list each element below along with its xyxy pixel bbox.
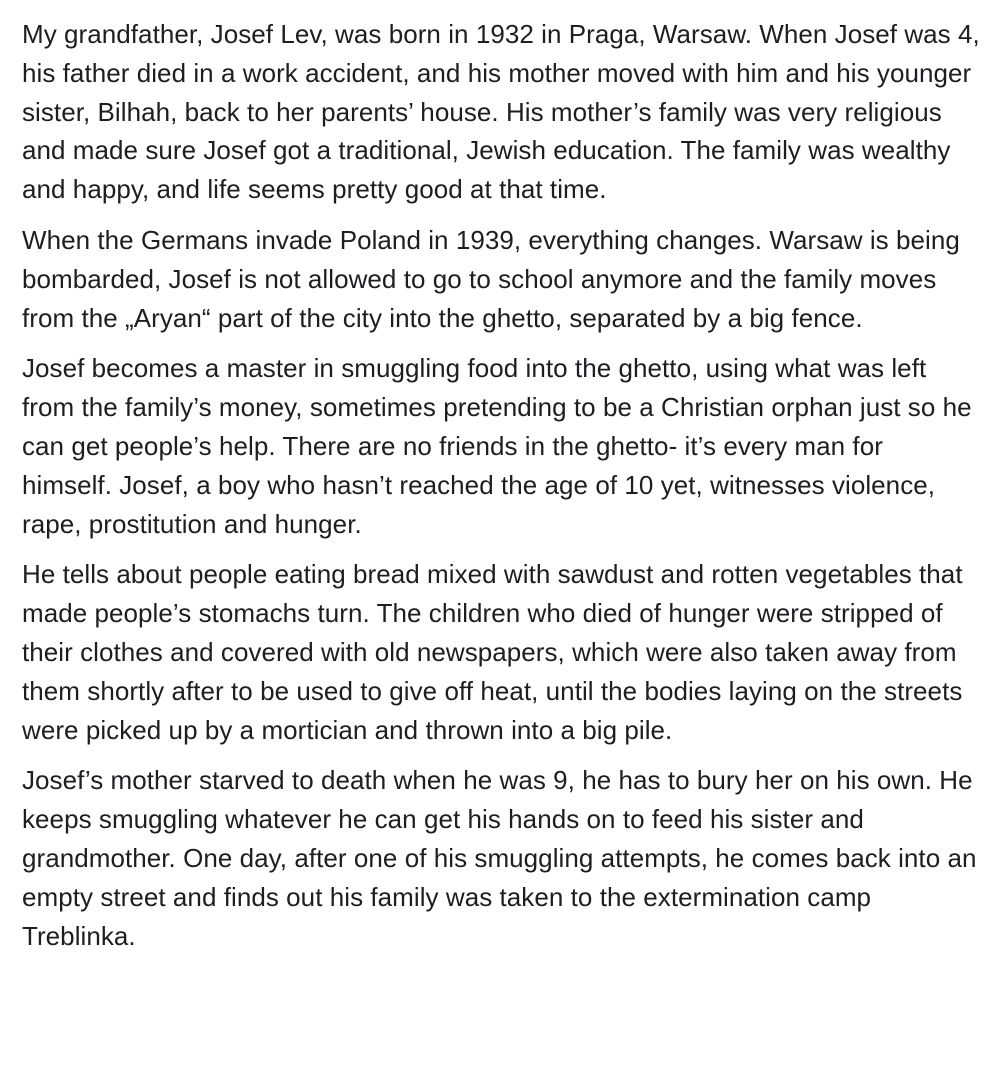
post-paragraph-2: When the Germans invade Poland in 1939, everything changes. Warsaw is being bombarded, Josef is not allowed to go to school anymore and the family moves from the „Aryan“ part of the city into the ghetto, separated by a big fence.: [22, 224, 960, 333]
post-text: [22, 15, 980, 955]
post-paragraph-5: Josef’s mother starved to death when he was 9, he has to bury her on his own. He keeps smuggling whatever he can get his hands on to feed his sister and grandmother. One day, after one of his smuggling attempts, he comes back into an empty street and finds out his family was taken to the extermination camp Treblinka.: [22, 765, 977, 951]
post-paragraph-3: Josef becomes a master in smuggling food into the ghetto, using what was left from the family’s money, sometimes pretending to be a Christian orphan just so he can get people’s help. There are no friends in the ghetto- it’s every man for himself. Josef, a boy who hasn’t reached the age of 10 yet, witnesses violence, rape, prostitution and hunger.: [22, 353, 972, 539]
post-paragraph-1: My grandfather, Josef Lev, was born in 1932 in Praga, Warsaw. When Josef was 4, his father died in a work accident, and his mother moved with him and his younger sister, Bilhah, back to her parents’ house. His mother’s family was very religious and made sure Josef got a traditional, Jewish education. The family was wealthy and happy, and life seems pretty good at that time.: [22, 19, 980, 205]
post-paragraph-4: He tells about people eating bread mixed with sawdust and rotten vegetables that made people’s stomachs turn. The children who died of hunger were stripped of their clothes and covered with old newspapers, which were also taken away from them shortly after to be used to give off heat, until the bodies laying on the streets were picked up by a mortician and thrown into a big pile.: [22, 559, 963, 745]
